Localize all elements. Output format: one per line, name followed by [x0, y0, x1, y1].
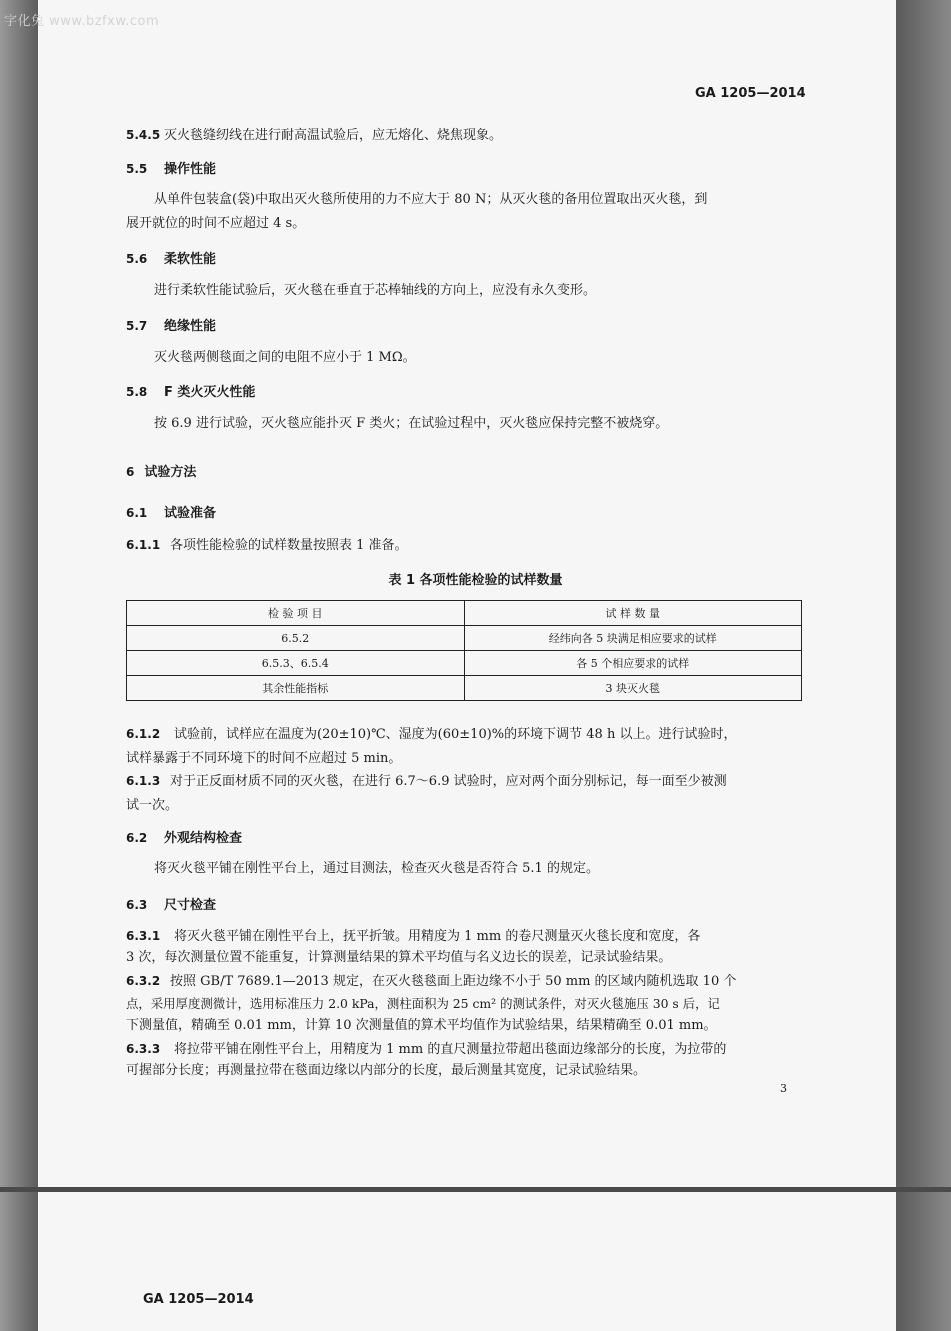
- clause-number: 5.4.5: [126, 128, 161, 142]
- clause-title: 试验准备: [164, 506, 217, 521]
- clause-number: 6.3.1: [126, 929, 161, 943]
- section-6-1-2-line2: 试样暴露于不同环境下的时间不应超过 5 min。: [126, 751, 402, 766]
- clause-number: 6.1: [126, 506, 148, 520]
- section-5-5-line1: 从单件包装盒(袋)中取出灭火毯所使用的力不应大于 80 N；从灭火毯的备用位置取出灭火毯，到: [154, 192, 708, 207]
- clause-number: 6.1.2: [126, 727, 161, 741]
- clause-title: 操作性能: [164, 162, 217, 177]
- section-6-1-heading: [126, 504, 216, 523]
- clause-title: 柔软性能: [164, 252, 217, 267]
- page-number: 3: [780, 1082, 787, 1095]
- section-5-8-heading: [126, 383, 255, 402]
- section-5-5-heading: [126, 160, 216, 179]
- clause-number: 6: [126, 465, 135, 479]
- clause-text: 灭火毯缝纫线在进行耐高温试验后，应无熔化、烧焦现象。: [164, 128, 503, 143]
- section-5-5-line2: 展开就位的时间不应超过 4 s。: [126, 216, 306, 231]
- clause-number: 6.1.3: [126, 774, 161, 788]
- table-cell: 其余性能指标: [127, 676, 465, 701]
- clause-text: 将拉带平铺在刚性平台上，用精度为 1 mm 的直尺测量拉带超出毯面边缘部分的长度，为拉带的: [174, 1042, 727, 1057]
- table-row: [127, 626, 802, 651]
- section-6-3-1-line1: [126, 927, 700, 946]
- clause-number: 6.3: [126, 898, 148, 912]
- section-6-3-1-line2: 3 次，每次测量位置不能重复，计算测量结果的算术平均值与名义边长的误差，记录试验结果。: [126, 950, 672, 965]
- table-cell: 6.5.2: [127, 626, 465, 651]
- clause-text: 试验前，试样应在温度为(20±10)℃、湿度为(60±10)%的环境下调节 48 h 以上。进行试验时，: [174, 727, 737, 742]
- section-6-2-heading: [126, 829, 242, 848]
- right-margin-band: [896, 0, 951, 1331]
- clause-text: 对于正反面材质不同的灭火毯，在进行 6.7～6.9 试验时，应对两个面分别标记，每一面至少被测: [170, 774, 727, 789]
- table-1: [126, 600, 802, 701]
- section-5-6-heading: [126, 250, 216, 269]
- clause-title: 试验方法: [144, 465, 197, 480]
- clause-number: 5.8: [126, 385, 148, 399]
- table-cell: 各 5 个相应要求的试样: [464, 651, 802, 676]
- section-6-1-3-line1: [126, 772, 727, 791]
- section-6-2-text: 将灭火毯平铺在刚性平台上，通过目测法，检查灭火毯是否符合 5.1 的规定。: [154, 861, 599, 876]
- clause-text: 将灭火毯平铺在刚性平台上，抚平折皱。用精度为 1 mm 的卷尺测量灭火毯长度和宽度，各: [174, 929, 701, 944]
- clause-number: 5.5: [126, 162, 148, 176]
- table-header-row: [127, 601, 802, 626]
- section-6-1-1: [126, 536, 408, 555]
- clause-number: 6.3.2: [126, 974, 161, 988]
- table-1-caption: 表 1 各项性能检验的试样数量: [388, 573, 563, 588]
- section-6-1-3-line2: 试一次。: [126, 798, 179, 813]
- section-5-4-5: [126, 126, 502, 145]
- section-6-3-2-line1: [126, 972, 736, 991]
- section-5-8-text: 按 6.9 进行试验，灭火毯应能扑灭 F 类火；在试验过程中，灭火毯应保持完整不被烧穿。: [154, 416, 669, 431]
- clause-number: 6.3.3: [126, 1042, 161, 1056]
- watermark: 字化兔 www.bzfxw.com: [4, 14, 160, 29]
- section-6-3-2-line3: 下测量值，精确至 0.01 mm，计算 10 次测量值的算术平均值作为试验结果，结果精确至 0.01 mm。: [126, 1018, 717, 1033]
- next-page-header-code: GA 1205—2014: [143, 1292, 254, 1307]
- clause-number: 6.1.1: [126, 538, 161, 552]
- table-cell: 3 块灭火毯: [464, 676, 802, 701]
- section-6-heading: [126, 463, 196, 482]
- page-header-code: GA 1205—2014: [695, 86, 806, 101]
- clause-text: 各项性能检验的试样数量按照表 1 准备。: [170, 538, 408, 553]
- section-5-6-text: 进行柔软性能试验后，灭火毯在垂直于芯棒轴线的方向上，应没有永久变形。: [154, 283, 597, 298]
- clause-title: 绝缘性能: [164, 319, 217, 334]
- section-6-3-heading: [126, 896, 216, 915]
- section-5-7-text: 灭火毯两侧毯面之间的电阻不应小于 1 MΩ。: [154, 350, 416, 365]
- section-6-3-3-line1: [126, 1040, 726, 1059]
- clause-text: 按照 GB/T 7689.1—2013 规定，在灭火毯毯面上距边缘不小于 50 mm 的区域内随机选取 10 个: [170, 974, 737, 989]
- clause-number: 6.2: [126, 831, 148, 845]
- table-header-cell: 检 验 项 目: [127, 601, 465, 626]
- table-cell: 6.5.3、6.5.4: [127, 651, 465, 676]
- next-document-page: [38, 1192, 896, 1331]
- clause-title: F 类火灭火性能: [164, 385, 256, 400]
- table-header-cell: 试 样 数 量: [464, 601, 802, 626]
- left-margin-band: [0, 0, 38, 1331]
- clause-number: 5.6: [126, 252, 148, 266]
- section-6-3-3-line2: 可握部分长度；再测量拉带在毯面边缘以内部分的长度，最后测量其宽度，记录试验结果。: [126, 1063, 647, 1078]
- clause-title: 外观结构检查: [164, 831, 243, 846]
- section-5-7-heading: [126, 317, 216, 336]
- table-row: [127, 651, 802, 676]
- section-6-3-2-line2: 点，采用厚度测微计，选用标准压力 2.0 kPa，测柱面积为 25 cm² 的测试条件，对灭火毯施压 30 s 后，记: [126, 996, 720, 1011]
- table-row: [127, 676, 802, 701]
- clause-title: 尺寸检查: [164, 898, 217, 913]
- clause-number: 5.7: [126, 319, 148, 333]
- table-cell: 经纬向各 5 块满足相应要求的试样: [464, 626, 802, 651]
- section-6-1-2-line1: [126, 725, 736, 744]
